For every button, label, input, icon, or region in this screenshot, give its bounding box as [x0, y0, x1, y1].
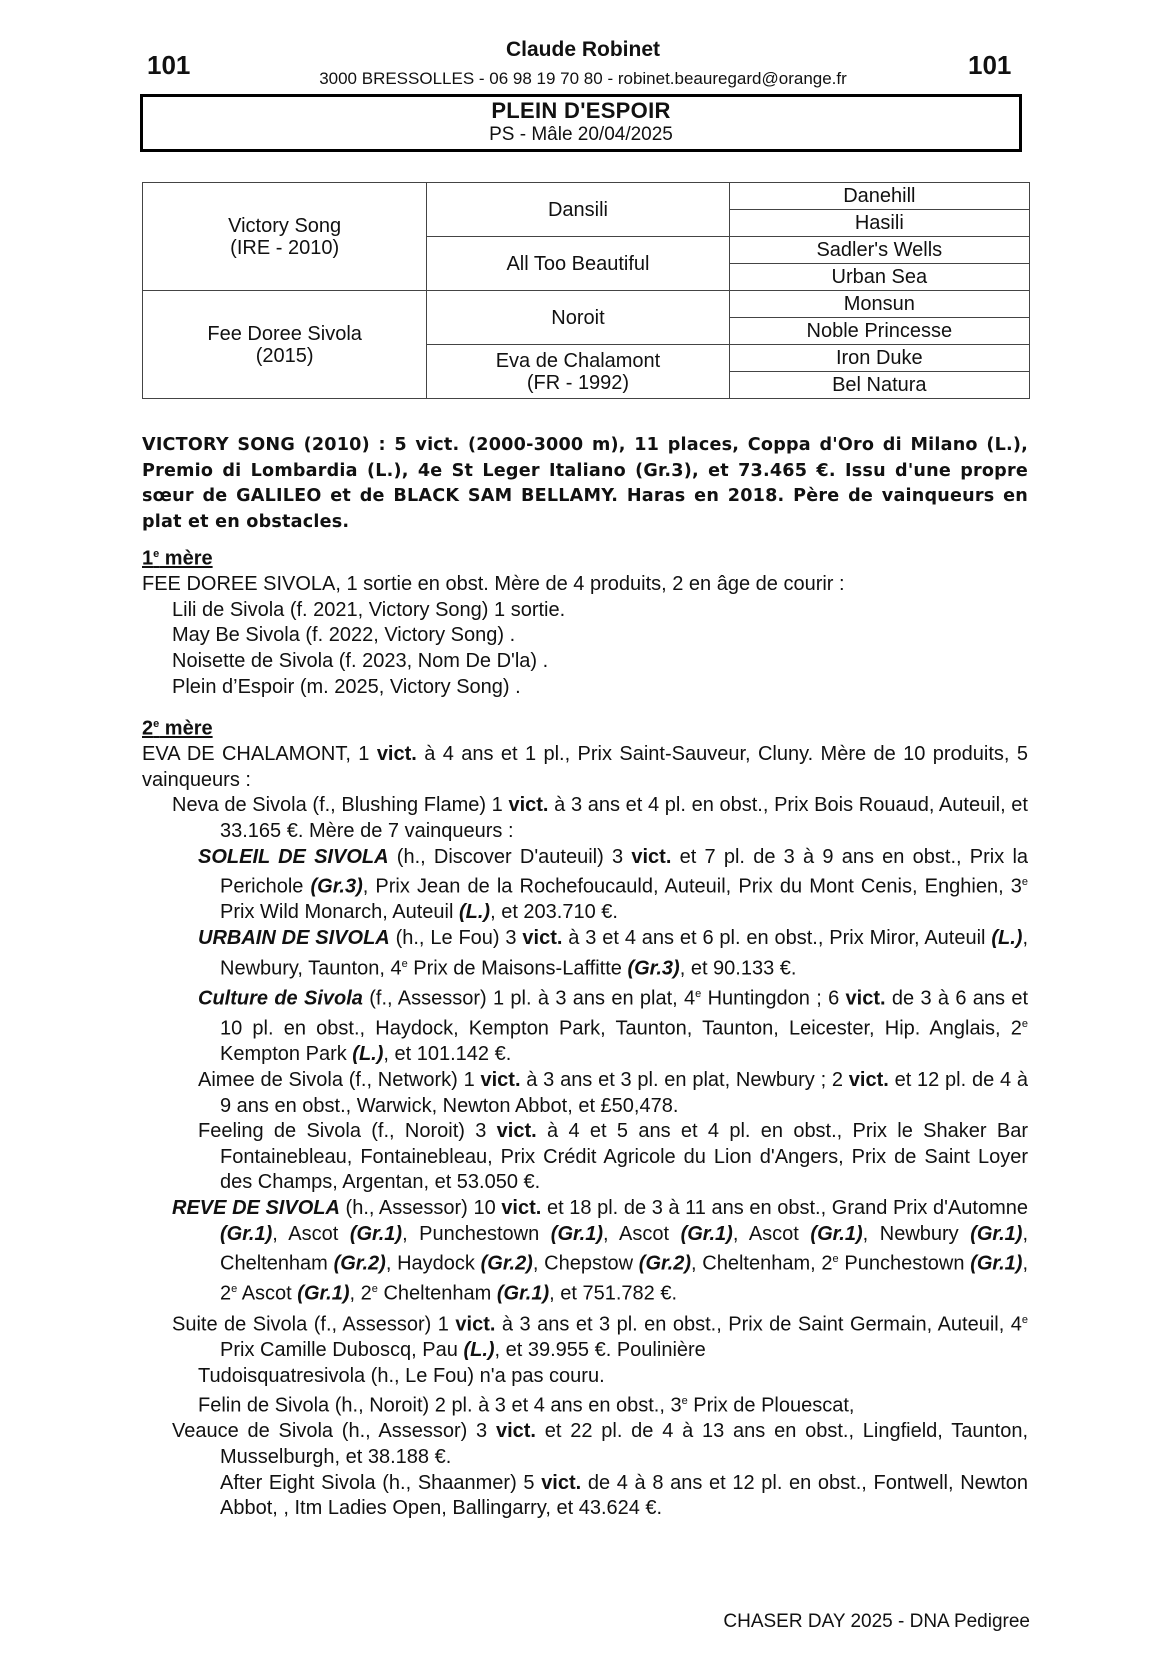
progeny-entry: Neva de Sivola (f., Blushing Flame) 1 vict. à 3 ans et 4 pl. en obst., Prix Bois Rouaud, Auteuil, et 33.165 €. Mère de 7 vainqueurs : — [172, 794, 1028, 843]
progeny-entry: Suite de Sivola (f., Assessor) 1 vict. à 3 ans et 3 pl. en obst., Prix de Saint Germain, Auteuil, 4e Prix Camille Duboscq, Pau (L.), et 39.955 €. Poulinière — [172, 1313, 1029, 1361]
progeny-entry: Tudoisquatresivola (h., Le Fou) n'a pas couru. — [198, 1364, 605, 1387]
progeny-entry: URBAIN DE SIVOLA (h., Le Fou) 3 vict. à 3 et 4 ans et 6 pl. en obst., Prix Miror, Auteuil (L.), Newbury, Taunton, 4e Prix de Maisons-Laffitte (Gr.3), et 90.133 €. — [198, 927, 1029, 980]
owner-name: Claude Robinet — [505, 38, 660, 61]
pedigree-cell: Iron Duke — [729, 345, 1029, 372]
pedigree-cell: Danehill — [729, 183, 1029, 210]
pedigree-sire: Victory Song (IRE - 2010) — [143, 183, 427, 291]
progeny-entry: Felin de Sivola (h., Noroit) 2 pl. à 3 et 4 ans en obst., 3e Prix de Plouescat, — [198, 1394, 855, 1417]
pedigree-sire-dam: All Too Beautiful — [427, 237, 729, 291]
first-dam-section — [142, 542, 1028, 700]
pedigree-cell: Noble Princesse — [729, 318, 1029, 345]
first-dam-heading: 1e mère — [142, 547, 213, 570]
pedigree-cell: Monsun — [729, 291, 1029, 318]
progeny-entry: After Eight Sivola (h., Shaanmer) 5 vict. de 4 à 8 ans et 12 pl. en obst., Fontwell, Newton Abbot, , Itm Ladies Open, Ballingarry, et 43.624 €. — [220, 1471, 1029, 1520]
page-footer: CHASER DAY 2025 - DNA Pedigree — [723, 1611, 1030, 1632]
progeny-entry: Culture de Sivola (f., Assessor) 1 pl. à 3 ans en plat, 4e Huntingdon ; 6 vict. de 3 à 6 ans et 10 pl. en obst., Haydock, Kempton Park, Taunton, Taunton, Leicester, Hip. Anglais, 2e Kempton Park (L.), et 101.142 €. — [198, 987, 1029, 1066]
progeny-entry: Feeling de Sivola (f., Noroit) 3 vict. à 4 et 5 ans et 4 pl. en obst., Prix le Shaker Bar Fontainebleau, Fontainebleau, Prix Crédit Agricole du Lion d'Angers, Prix de Saint Loyer des Champs, Argentan, et 53.050 €. — [198, 1120, 1028, 1194]
first-dam-intro: FEE DOREE SIVOLA, 1 sortie en obst. Mère de 4 produits, 2 en âge de courir : — [142, 573, 845, 596]
owner-contact: 3000 BRESSOLLES - 06 98 19 70 80 - robinet.beauregard@orange.fr — [319, 69, 847, 88]
second-dam-section — [142, 712, 1028, 1522]
horse-info: PS - Mâle 20/04/2025 — [489, 124, 673, 145]
pedigree-cell: Sadler's Wells — [729, 237, 1029, 264]
pedigree-cell: Bel Natura — [729, 372, 1029, 399]
produce-item: May Be Sivola (f. 2022, Victory Song) . — [172, 624, 516, 647]
pedigree-dam-dam: Eva de Chalamont (FR - 1992) — [427, 345, 729, 399]
sire-note: VICTORY SONG (2010) : 5 vict. (2000-3000 m), 11 places, Coppa d'Oro di Milano (L.), Premio di Lombardia (L.), 4e St Leger Italiano (Gr.3), et 73.465 €. Issu d'une propre sœur de GALILEO et de BLACK SAM BELLAMY. Haras en 2018. Père de vainqueurs en plat et en obstacles. — [142, 435, 1028, 532]
horse-name: PLEIN D'ESPOIR — [491, 98, 671, 123]
progeny-entry: Aimee de Sivola (f., Network) 1 vict. à 3 ans et 3 pl. en plat, Newbury ; 2 vict. et 12 pl. de 4 à 9 ans en obst., Warwick, Newton Abbot, et £50,478. — [198, 1069, 1028, 1117]
progeny-entry: Veauce de Sivola (h., Assessor) 3 vict. et 22 pl. de 4 à 13 ans en obst., Lingfield, Taunton, Musselburgh, et 38.188 €. — [172, 1420, 1028, 1468]
pedigree-dam-sire: Noroit — [427, 291, 729, 345]
pedigree-table — [142, 182, 1030, 399]
produce-item: Plein d’Espoir (m. 2025, Victory Song) . — [172, 675, 521, 698]
second-dam-heading: 2e mère — [142, 717, 213, 740]
pedigree-sire-sire: Dansili — [427, 183, 729, 237]
pedigree-cell: Hasili — [729, 210, 1029, 237]
pedigree-cell: Urban Sea — [729, 264, 1029, 291]
progeny-entry: SOLEIL DE SIVOLA (h., Discover D'auteuil) 3 vict. et 7 pl. de 3 à 9 ans en obst., Prix la Perichole (Gr.3), Prix Jean de la Rochefoucauld, Auteuil, Prix du Mont Cenis, Enghien, 3e Prix Wild Monarch, Auteuil (L.), et 203.710 €. — [198, 845, 1029, 924]
lot-number-right: 101 — [968, 50, 1012, 80]
pedigree-dam: Fee Doree Sivola (2015) — [143, 291, 427, 399]
second-dam-intro: EVA DE CHALAMONT, 1 vict. à 4 ans et 1 pl., Prix Saint-Sauveur, Cluny. Mère de 10 produits, 5 vainqueurs : — [142, 743, 1028, 791]
lot-number-left: 101 — [147, 50, 191, 80]
horse-title-box — [140, 94, 1022, 152]
progeny-entry: REVE DE SIVOLA (h., Assessor) 10 vict. et 18 pl. de 3 à 11 ans en obst., Grand Prix d'Automne (Gr.1), Ascot (Gr.1), Punchestown (Gr.1), Ascot (Gr.1), Ascot (Gr.1), Newbury (Gr.1), Cheltenham (Gr.2), Haydock (Gr.2), Chepstow (Gr.2), Cheltenham, 2e Punchestown (Gr.1), 2e Ascot (Gr.1), 2e Cheltenham (Gr.1), et 751.782 €. — [172, 1196, 1029, 1306]
produce-item: Noisette de Sivola (f. 2023, Nom De D'la) . — [172, 650, 549, 673]
produce-item: Lili de Sivola (f. 2021, Victory Song) 1 sortie. — [172, 598, 566, 621]
